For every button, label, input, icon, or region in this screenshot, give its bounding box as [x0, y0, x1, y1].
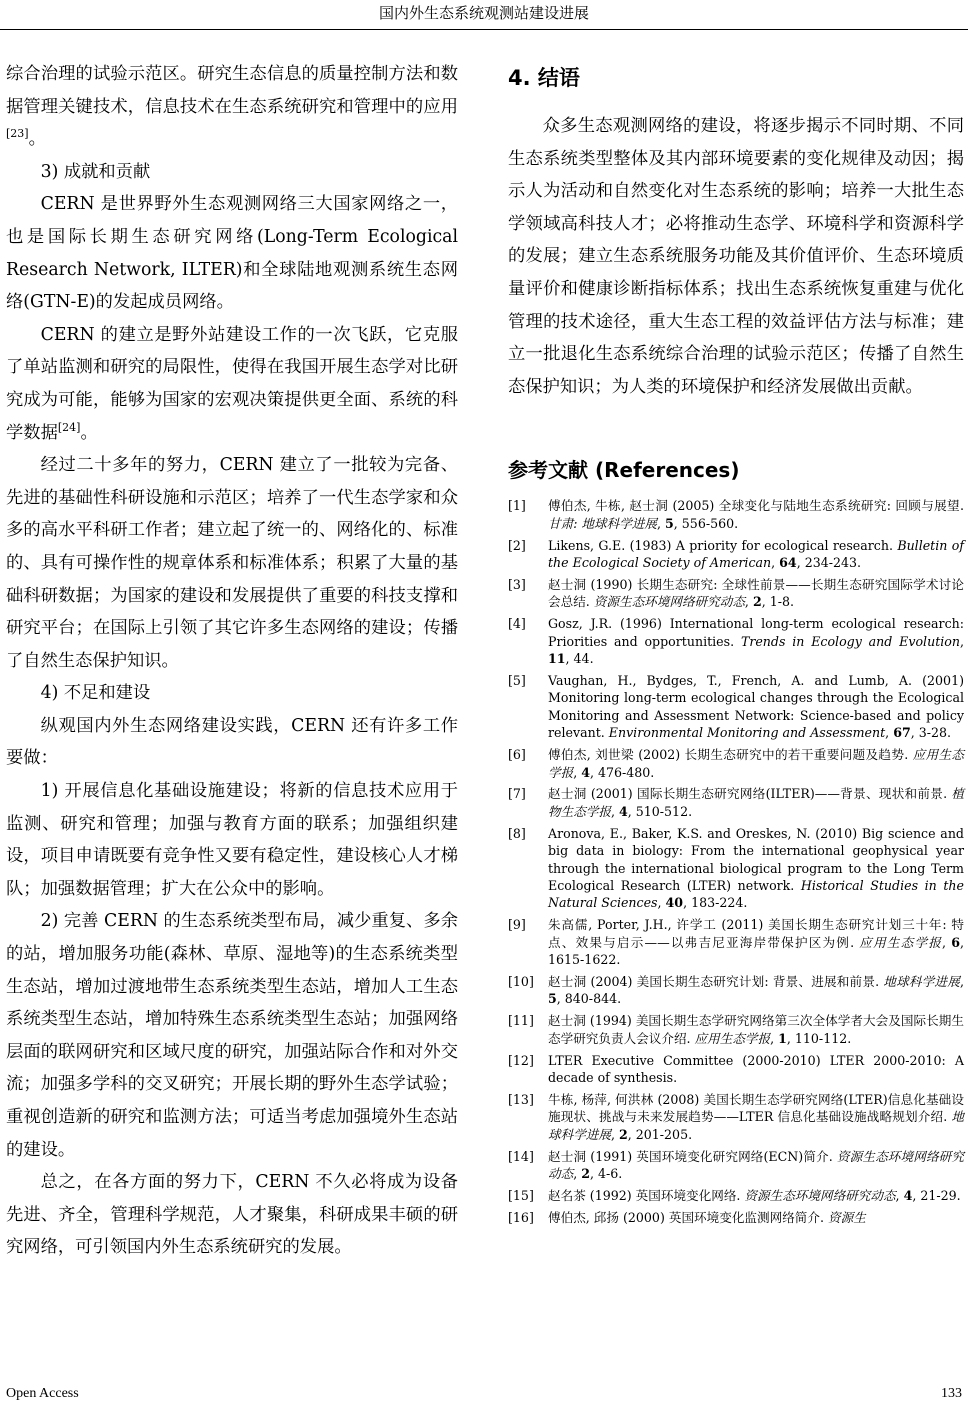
body-paragraph: 纵观国内外生态网络建设实践，CERN 还有许多工作要做： [6, 715, 458, 769]
reference-volume: 64 [779, 555, 797, 571]
reference-number: [3] [508, 576, 526, 592]
reference-text: 赵士洞 (1990) 长期生态研究: 全球性前景——长期生态研究国际学术讨论会总结. [548, 576, 964, 610]
reference-journal: 资源生 [828, 1209, 866, 1225]
reference-separator: , [942, 934, 952, 950]
conclusion-paragraph: 众多生态观测网络的建设，将逐步揭示不同时期、不同生态系统类型整体及其内部环境要素的变化规律及动因；揭示人为活动和自然变化对生态系统的影响；培养一大批生态学领域高科技人才；必将推动生态学、环境科学和资源科学的发展；建立生态系统服务功能及其价值评价、生态环境质量评价和健康诊断指标体系；找出生态系统恢复重建与优化管理的技术途径，重大生态工程的效益评估方法与标准；建立一批退化生态系统综合治理的试验示范区；传播了自然生态保护知识；为人类的环境保护和经济发展做出贡献。 [508, 116, 964, 397]
reference-separator: , [657, 895, 666, 911]
reference-item [508, 746, 964, 781]
reference-text: 赵士洞 (1994) 美国长期生态学研究网络第三次全体学者大会及国际长期生态学研究负责人会议介绍. [548, 1013, 964, 1046]
reference-separator: , [959, 633, 964, 649]
body-paragraph: CERN 是世界野外生态观测网络三大国家网络之一，也是国际长期生态研究网络(Long-Term Ecological Research Network, ILTER)和全球陆地观测系统生态网络(GTN-E)的发起成员网络。 [6, 194, 458, 313]
running-header [0, 0, 968, 30]
reference-volume: 11 [548, 651, 566, 667]
reference-journal: Environmental Monitoring and Assessment [608, 725, 886, 741]
reference-text: 牛栋, 杨萍, 何洪林 (2008) 美国长期生态学研究网络(LTER)信息化基础设施现状、挑战与未来发展趋势——LTER 信息化基础设施战略规划介绍. [548, 1091, 964, 1125]
reference-number: [10] [508, 974, 534, 989]
reference-number: [15] [508, 1187, 534, 1203]
list-paragraph: 1) 开展信息化基础设施建设；将新的信息技术应用于监测、研究和管理；加强与教育方面的联系；加强组织建设，项目申请既要有竞争性又要有稳定性，建设核心人才梯队；加强数据管理；扩大在公众中的影响。 [6, 781, 458, 899]
reference-pages: , 476-480. [589, 764, 655, 780]
left-column [6, 58, 458, 1264]
subsection-heading: 4) 不足和建设 [40, 683, 151, 704]
reference-journal: 应用生态学报 [548, 747, 964, 780]
reference-pages: , 183-224. [683, 895, 748, 911]
reference-volume: 67 [893, 725, 911, 741]
footer-open-access: Open Access [6, 1386, 79, 1401]
reference-text: 朱高儒, Porter, J.H., 许学工 (2011) 美国长期生态研究计划三十年: 特点、效果与启示——以弗吉尼亚海岸带保护区为例. [548, 917, 964, 950]
reference-separator: , [610, 803, 619, 819]
body-paragraph: CERN 的建立是野外站建设工作的一次飞跃，它克服了单站监测和研究的局限性，使得在我国开展生态学对比研究成为可能，能够为国家的宏观决策提供更全面、系统的科学数据[24]。 [6, 324, 458, 443]
reference-item [508, 1091, 964, 1143]
reference-journal: 地球科学进展 [548, 1109, 964, 1142]
reference-journal: 应用生态学报 [859, 934, 943, 950]
reference-item [508, 1052, 964, 1087]
section-title: 4. 结语 [508, 66, 580, 90]
reference-separator: , [959, 974, 964, 989]
reference-separator: , [573, 1166, 582, 1182]
reference-journal: 植物生态学报 [548, 786, 964, 819]
body-paragraph: 综合治理的试验示范区。研究生态信息的质量控制方法和数据管理关键技术，信息技术在生态系统研究和管理中的应用[23]。 [6, 64, 458, 150]
reference-pages: , 4-6. [589, 1166, 623, 1182]
reference-pages: , 110-112. [786, 1030, 852, 1046]
reference-pages: , 1615-1622. [548, 934, 964, 968]
reference-item [508, 785, 964, 820]
reference-text: 傅伯杰, 邱扬 (2000) 英国环境变化监测网络简介. [548, 1209, 828, 1225]
reference-pages: , 234-243. [796, 555, 862, 571]
reference-number: [7] [508, 786, 526, 802]
body-paragraph: 总之，在各方面的努力下，CERN 不久必将成为设备先进、齐全，管理科学规范，人才聚集，科研成果丰硕的研究网络，可引领国内外生态系统研究的发展。 [6, 1172, 458, 1258]
reference-volume: 4 [581, 764, 590, 780]
reference-journal: 地球科学进展 [883, 974, 960, 989]
reference-pages: , 556-560. [673, 515, 739, 531]
reference-text: Likens, G.E. (1983) A priority for ecological research. [548, 537, 898, 553]
reference-number: [12] [508, 1052, 534, 1068]
reference-separator: , [610, 1126, 619, 1142]
reference-item [508, 973, 964, 1008]
reference-volume: 2 [618, 1126, 628, 1142]
reference-pages: , 44. [565, 651, 594, 667]
reference-item [508, 1012, 964, 1047]
reference-text: LTER Executive Committee (2000-2010) LTER 2000-2010: A decade of synthesis. [548, 1052, 964, 1086]
reference-volume: 2 [752, 594, 762, 610]
reference-journal: Historical Studies in the Natural Sciences [548, 877, 964, 911]
reference-text: Vaughan, H., Bydges, T., French, A. and Lumb, A. (2001) Monitoring long-term ecological changes through the Ecological Monitoring and Assessment Network: Science-based and policy relevant. [548, 673, 964, 741]
reference-journal: 应用生态学报 [694, 1030, 771, 1046]
right-column [508, 58, 964, 1231]
reference-journal: 资源生态环境网络研究动态 [593, 594, 745, 610]
reference-item [508, 916, 964, 968]
citation[interactable]: [24] [57, 420, 81, 434]
reference-separator: , [771, 555, 780, 571]
reference-journal: 甘肃: 地球科学进展 [548, 515, 657, 531]
reference-number: [5] [508, 673, 526, 688]
reference-separator: , [744, 594, 753, 610]
reference-separator: , [657, 515, 666, 531]
reference-text: 傅伯杰, 牛栋, 赵士洞 (2005) 全球变化与陆地生态系统研究: 回顾与展望. [548, 498, 964, 514]
reference-volume: 4 [618, 803, 628, 819]
reference-number: [4] [508, 616, 526, 632]
running-title: 国内外生态系统观测站建设进展 [378, 4, 589, 22]
reference-journal: Bulletin of the Ecological Society of American [548, 537, 964, 571]
reference-number: [11] [508, 1013, 534, 1029]
reference-text: Gosz, J.R. (1996) International long-term ecological research: Priorities and opportunities. [548, 616, 964, 649]
reference-text: 赵士洞 (2001) 国际长期生态研究网络(ILTER)——背景、现状和前景. [548, 786, 952, 802]
reference-volume: 2 [581, 1166, 590, 1182]
reference-separator: , [573, 764, 582, 780]
reference-journal: 资源生态环境网络研究动态 [744, 1187, 896, 1203]
reference-number: [9] [508, 917, 526, 933]
reference-text: 赵名茶 (1992) 英国环境变化网络. [548, 1187, 745, 1203]
reference-text: 赵士洞 (2004) 美国长期生态研究计划: 背景、进展和前景. [548, 974, 884, 989]
reference-number: [16] [508, 1209, 534, 1225]
reference-item [508, 497, 964, 532]
reference-pages: , 510-512. [627, 803, 693, 819]
reference-pages: , 201-205. [627, 1126, 693, 1142]
citation[interactable]: [23] [6, 127, 29, 141]
reference-number: [14] [508, 1148, 534, 1164]
page-number: 133 [941, 1386, 962, 1401]
reference-separator: , [885, 725, 894, 741]
list-paragraph: 2) 完善 CERN 的生态系统类型布局，减少重复、多余的站，增加服务功能(森林、草原、湿地等)的生态系统类型生态站，增加过渡地带生态系统类型生态站，增加人工生态系统类型生态站，增加特殊生态系统类型生态站；加强网络层面的联网研究和区域尺度的研究，加强站际合作和对外交流；加强多学科的交叉研究；开展长期的野外生态学试验；重视创造新的研究和监测方法；可适当考虑加强境外生态站的建设。 [6, 911, 458, 1160]
reference-item [508, 1148, 964, 1183]
reference-item [508, 672, 964, 742]
body-paragraph: 经过二十多年的努力，CERN 建立了一批较为完备、先进的基础性科研设施和示范区；培养了一代生态学家和众多的高水平科研工作者；建立起了统一的、网络化的、标准的、具有可操作性的规章体系和标准体系；积累了大量的基础科研数据；为国家的建设和发展提供了重要的科技支撑和研究平台；在国际上引领了其它许多生态网络的建设；传播了自然生态保护知识。 [6, 455, 458, 671]
references-title: 参考文献 (References) [508, 458, 740, 483]
reference-text: 赵士洞 (1991) 英国环境变化研究网络(ECN)简介. [548, 1148, 837, 1164]
reference-item [508, 825, 964, 912]
reference-volume: 40 [665, 895, 684, 911]
reference-item [508, 1187, 964, 1204]
reference-pages: , 1-8. [761, 594, 794, 610]
reference-number: [6] [508, 747, 526, 763]
reference-volume: 5 [548, 991, 557, 1007]
reference-number: [13] [508, 1091, 534, 1107]
reference-list [508, 497, 964, 1226]
reference-separator: , [770, 1030, 779, 1046]
reference-pages: , 3-28. [910, 725, 952, 741]
reference-journal: 资源生态环境网络研究动态 [548, 1148, 964, 1182]
reference-separator: , [895, 1187, 904, 1203]
reference-text: 傅伯杰, 刘世梁 (2002) 长期生态研究中的若干重要问题及趋势. [548, 747, 913, 763]
reference-journal: Trends in Ecology and Evolution [740, 633, 960, 649]
reference-item [508, 615, 964, 667]
reference-number: [1] [508, 498, 526, 514]
reference-pages: , 21-29. [912, 1187, 961, 1203]
reference-item [508, 576, 964, 611]
reference-text: Aronova, E., Baker, K.S. and Oreskes, N. (2010) Big science and big data in biology: From the international geophysical year through the international biological program to the Long Term Ecological Research (LTER) network. [548, 825, 964, 893]
reference-volume: 4 [903, 1187, 913, 1203]
reference-number: [8] [508, 825, 526, 841]
reference-volume: 6 [951, 934, 960, 950]
reference-volume: 1 [778, 1030, 787, 1046]
reference-item [508, 1209, 964, 1226]
reference-volume: 5 [665, 515, 674, 531]
reference-pages: , 840-844. [556, 991, 622, 1007]
reference-item [508, 537, 964, 572]
subsection-heading: 3) 成就和贡献 [40, 161, 151, 182]
reference-number: [2] [508, 537, 526, 553]
